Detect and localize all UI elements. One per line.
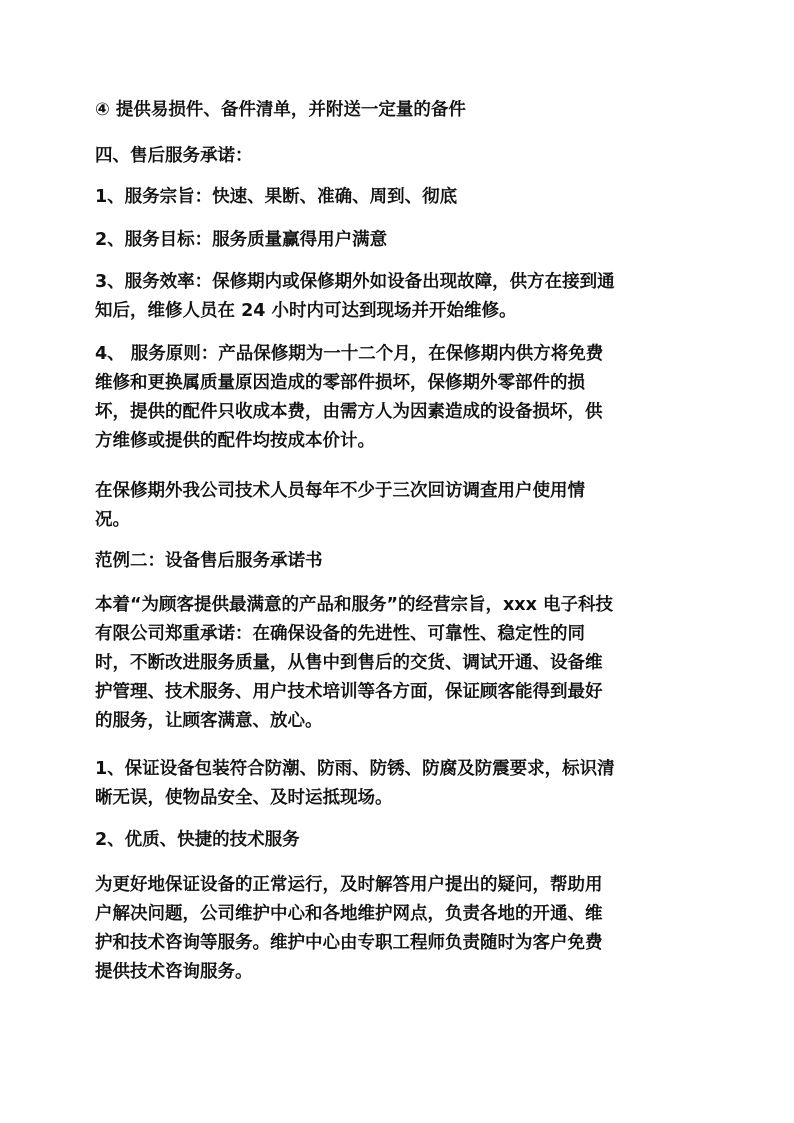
paragraph-service-tenet <box>95 183 705 212</box>
text-line: 坏，提供的配件只收成本费，由需方人为因素造成的设备损坏，供 <box>95 402 603 422</box>
text-line: 方维修或提供的配件均按成本价计。 <box>95 431 375 451</box>
text-line: 四、售后服务承诺： <box>95 146 253 166</box>
paragraph-packaging-guarantee <box>95 755 705 813</box>
paragraph-service-goal <box>95 226 705 255</box>
text-line: 2、服务目标：服务质量赢得用户满意 <box>95 230 388 250</box>
text-line: 4、 服务原则：产品保修期为一十二个月，在保修期内供方将免费 <box>95 344 604 364</box>
text-line: ④ 提供易损件、备件清单，并附送一定量的备件 <box>95 100 466 120</box>
text-line: 范例二：设备售后服务承诺书 <box>95 551 323 571</box>
text-line: 1、服务宗旨：快速、果断、准确、周到、彻底 <box>95 187 458 207</box>
text-line: 1、保证设备包装符合防潮、防雨、防锈、防腐及防震要求，标识清 <box>95 759 615 779</box>
text-line: 3、服务效率：保修期内或保修期外如设备出现故障，供方在接到通 <box>95 272 615 292</box>
paragraph-company-commitment <box>95 591 705 736</box>
paragraph-follow-up-visits <box>95 477 705 535</box>
text-line: 有限公司郑重承诺：在确保设备的先进性、可靠性、稳定性的同 <box>95 624 585 644</box>
section-heading-tech-service <box>95 826 705 855</box>
section-heading-after-sales <box>95 142 705 171</box>
paragraph-spare-parts <box>95 96 705 125</box>
text-line: 在保修期外我公司技术人员每年不少于三次回访调查用户使用情 <box>95 481 585 501</box>
text-line: 维修和更换属质量原因造成的零部件损坏，保修期外零部件的损 <box>95 373 585 393</box>
text-line: 为更好地保证设备的正常运行，及时解答用户提出的疑问，帮助用 <box>95 875 603 895</box>
text-line: 知后，维修人员在 24 小时内可达到现场并开始维修。 <box>95 301 517 321</box>
text-line: 2、优质、快捷的技术服务 <box>95 830 300 850</box>
text-line: 护管理、技术服务、用户技术培训等各方面，保证顾客能得到最好 <box>95 682 603 702</box>
text-line: 护和技术咨询等服务。维护中心由专职工程师负责随时为客户免费 <box>95 933 603 953</box>
text-line: 提供技术咨询服务。 <box>95 962 253 982</box>
text-line: 本着“为顾客提供最满意的产品和服务”的经营宗旨，xxx 电子科技 <box>95 595 613 615</box>
text-line: 户解决问题，公司维护中心和各地维护网点，负责各地的开通、维 <box>95 904 603 924</box>
section-heading-example-two <box>95 547 705 576</box>
text-line: 时，不断改进服务质量，从售中到售后的交货、调试开通、设备维 <box>95 653 603 673</box>
paragraph-tech-support <box>95 871 705 987</box>
paragraph-service-principle <box>95 340 705 456</box>
text-line: 况。 <box>95 510 130 530</box>
text-line: 晰无误，使物品安全、及时运抵现场。 <box>95 788 393 808</box>
paragraph-service-efficiency <box>95 268 705 326</box>
text-line: 的服务，让顾客满意、放心。 <box>95 711 323 731</box>
